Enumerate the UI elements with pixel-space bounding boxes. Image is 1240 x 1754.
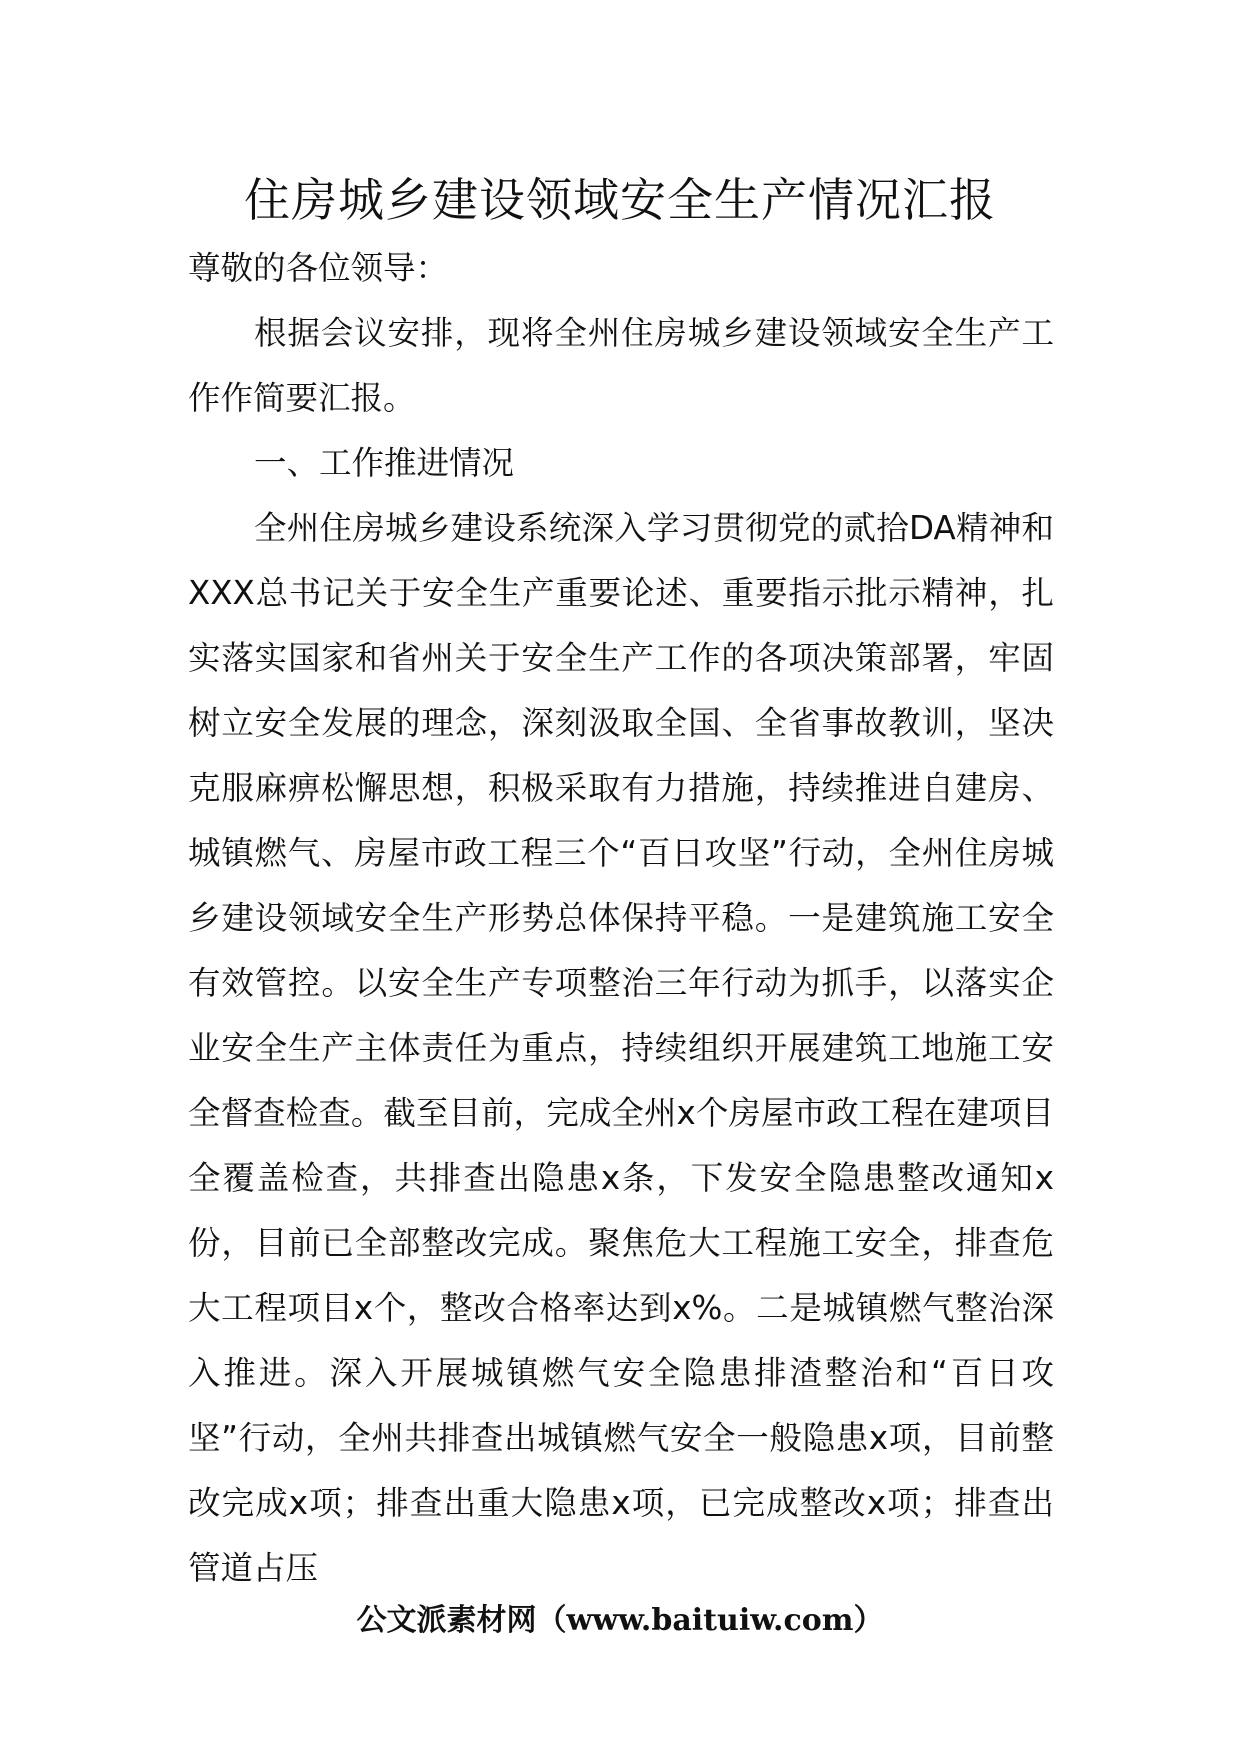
document-body	[188, 236, 1054, 1601]
document-title: 住房城乡建设领域安全生产情况汇报	[244, 173, 996, 227]
section-heading: 一、工作推进情况	[254, 444, 515, 482]
salutation: 尊敬的各位领导：	[188, 249, 449, 287]
paragraph-main: 全州住房城乡建设系统深入学习贯彻党的贰拾DA精神和XXX总书记关于安全生产重要论述、重要指示批示精神，扎实落实国家和省州关于安全生产工作的各项决策部署，牢固树立安全发展的理念，深刻汲取全国、全省事故教训，坚决克服麻痹松懈思想，积极采取有力措施，持续推进自建房、城镇燃气、房屋市政工程三个“百日攻坚”行动，全州住房城乡建设领域安全生产形势总体保持平稳。一是建筑施工安全有效管控。以安全生产专项整治三年行动为抓手，以落实企业安全生产主体责任为重点，持续组织开展建筑工地施工安全督查检查。截至目前，完成全州x个房屋市政工程在建项目全覆盖检查，共排查出隐患x条，下发安全隐患整改通知x份，目前已全部整改完成。聚焦危大工程施工安全，排查危大工程项目x个，整改合格率达到x%。二是城镇燃气整治深入推进。深入开展城镇燃气安全隐患排渣整治和“百日攻坚”行动，全州共排查出城镇燃气安全一般隐患x项，目前整改完成x项；排查出重大隐患x项，已完成整改x项；排查出管道占压	[188, 509, 1054, 1587]
paragraph-intro: 根据会议安排，现将全州住房城乡建设领域安全生产工作作简要汇报。	[188, 314, 1054, 417]
footer-watermark: 公文派素材网（www.baituiw.com）	[356, 1603, 884, 1638]
